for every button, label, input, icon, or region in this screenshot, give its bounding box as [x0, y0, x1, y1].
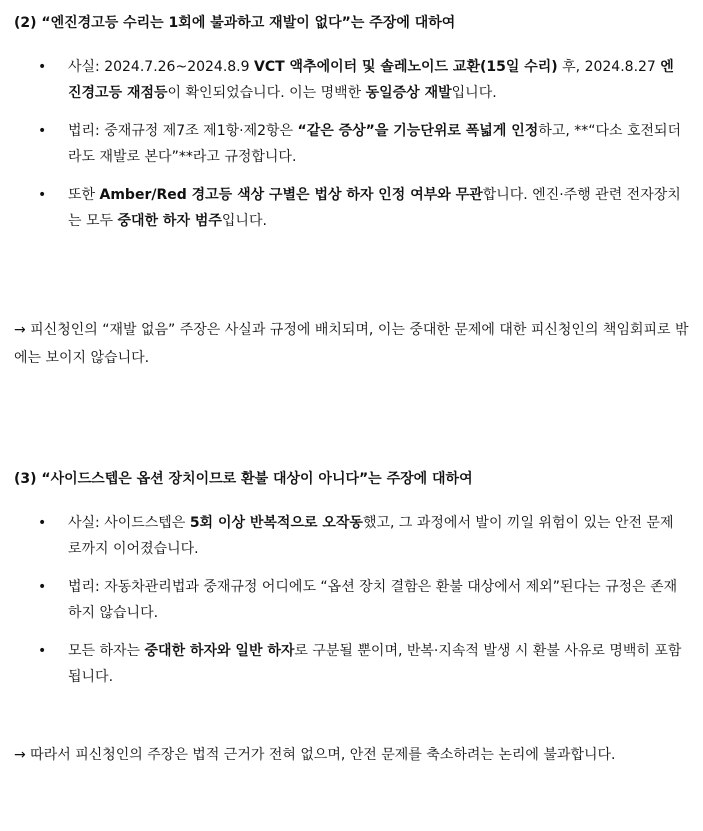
section-2-heading: (2) “엔진경고등 수리는 1회에 불과하고 재발이 없다”는 주장에 대하여: [14, 15, 456, 31]
emphasis-text: 동일증상 재발: [365, 85, 452, 101]
body-text: 후, 2024.8.27: [557, 59, 661, 75]
emphasis-text: 중대한 하자 범주: [117, 213, 222, 229]
body-text: 입니다.: [451, 85, 497, 101]
body-text: 또한: [68, 187, 100, 203]
emphasis-text: VCT 액추에이터 및 솔레노이드 교환(15일 수리): [254, 59, 558, 75]
section-3-conclusion: → 따라서 피신청인의 주장은 법적 근거가 전혀 없으며, 안전 문제를 축소하려는 논리에 불과합니다.: [14, 747, 616, 763]
emphasis-text: 중대한 하자와 일반 하자: [144, 643, 295, 659]
body-text: 하고, **“다소 호전되더라도 재발로 본다”**라고 규정합니다.: [68, 123, 682, 165]
emphasis-text: “같은 증상”을 기능단위로 폭넓게 인정: [297, 123, 539, 139]
body-text: 합니다. 엔진·주행 관련 전자장치는 모두: [68, 187, 681, 229]
section-2-bullet-facts: [0, 54, 703, 106]
section-3-bullet-facts: [0, 510, 703, 562]
body-text: 사실: 사이드스텝은: [68, 515, 190, 531]
body-text: 법리: 중재규정 제7조 제1항·제2항은: [68, 123, 298, 139]
section-2-bullet-list: [0, 54, 703, 246]
section-2-bullet-law: [0, 118, 703, 170]
body-text: 입니다.: [221, 213, 267, 229]
section-3-bullet-law: [0, 574, 703, 626]
emphasis-text: 엔진경고등 재점등: [68, 59, 674, 101]
body-text: 모든 하자는: [68, 643, 145, 659]
section-3-bullet-list: [0, 510, 703, 702]
section-2-bullet-warning-color: [0, 182, 703, 234]
section-3-heading: (3) “사이드스텝은 옵션 장치이므로 환불 대상이 아니다”는 주장에 대하여: [14, 471, 473, 487]
body-text: 이 확인되었습니다. 이는 명백한: [167, 85, 366, 101]
emphasis-text: Amber/Red 경고등 색상 구별은 법상 하자 인정 여부와 무관: [99, 187, 483, 203]
section-2-conclusion: → 피신청인의 “재발 없음” 주장은 사실과 규정에 배치되며, 이는 중대한 문제에 대한 피신청인의 책임회피로 밖에는 보이지 않습니다.: [14, 322, 689, 366]
body-text: 했고, 그 과정에서 발이 끼일 위험이 있는 안전 문제로까지 이어졌습니다.: [68, 515, 674, 557]
body-text: 사실: 2024.7.26~2024.8.9: [68, 59, 254, 75]
body-text: 로 구분될 뿐이며, 반복·지속적 발생 시 환불 사유로 명백히 포함됩니다.: [68, 643, 682, 685]
section-3-bullet-defect-types: [0, 638, 703, 690]
body-text: 법리: 자동차관리법과 중재규정 어디에도 “옵션 장치 결함은 환불 대상에서 제외”된다는 규정은 존재하지 않습니다.: [68, 579, 678, 621]
emphasis-text: 5회 이상 반복적으로 오작동: [189, 515, 363, 531]
